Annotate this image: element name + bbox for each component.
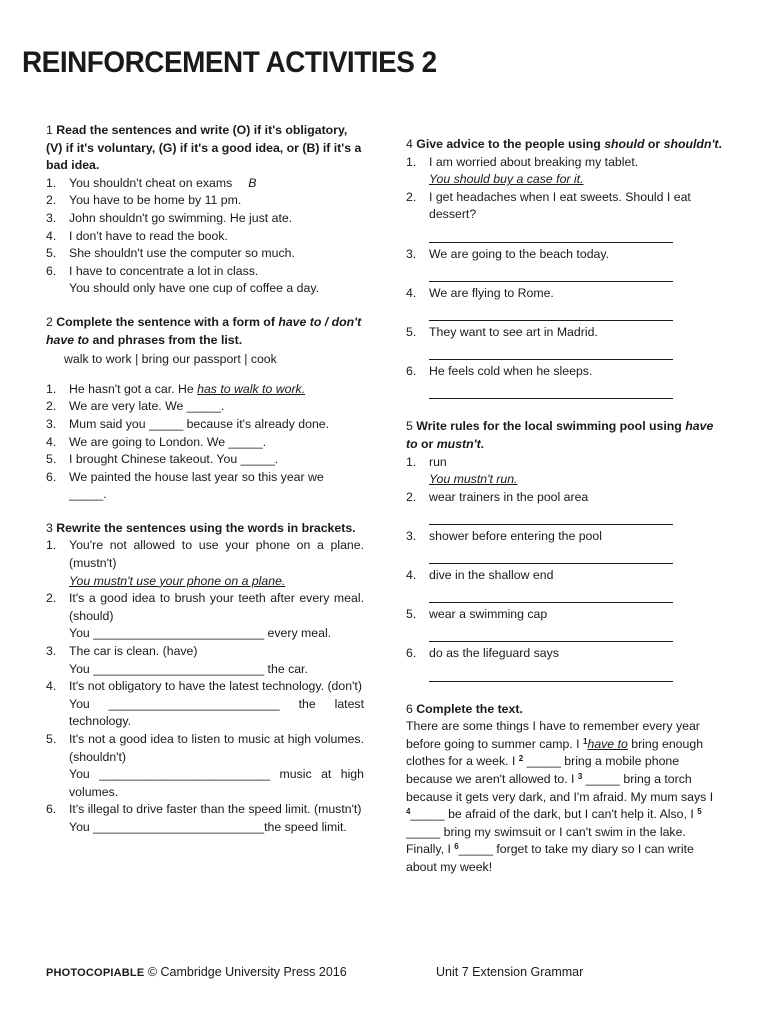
activity-instruction-emphasis: have to: [406, 419, 714, 451]
item-number: 5.: [406, 607, 417, 622]
phrase-list: [46, 351, 364, 369]
item-text: You shouldn't cheat on exams: [69, 175, 233, 190]
item-text: We are going to London. We _____.: [69, 434, 267, 449]
item-text: You're not allowed to use your phone on a plane. (mustn't): [69, 538, 364, 571]
list-item: [46, 678, 364, 731]
rewrite-line: You _________________________ music at high volumes.: [69, 767, 364, 799]
item-text: Mum said you _____ because it's already done.: [69, 416, 330, 431]
answer-line: [429, 624, 673, 643]
item-number: 6.: [46, 263, 57, 278]
item-number: 3.: [46, 644, 57, 659]
item-text: We are flying to Rome.: [429, 285, 554, 300]
activity-number: 3: [46, 520, 53, 535]
item-number: 4.: [46, 228, 57, 243]
list-item: [406, 363, 724, 402]
item-body: [429, 489, 724, 528]
item-text: I get headaches when I eat sweets. Should I eat dessert?: [429, 189, 691, 222]
item-number: 3.: [406, 246, 417, 261]
activity-1: [46, 122, 364, 298]
item-text: I brought Chinese takeout. You _____.: [69, 452, 279, 467]
activity-instruction: Complete the text.: [416, 701, 523, 716]
activity-instruction-part: or: [417, 436, 437, 451]
item-body: [69, 590, 364, 643]
list-item: [406, 324, 724, 363]
item-number: 5.: [406, 324, 417, 339]
gap-number: 4: [406, 807, 411, 817]
rewrite-line: You _________________________ every meal.: [69, 626, 332, 641]
list-item: [406, 606, 724, 645]
activity-number: 5: [406, 419, 413, 434]
example-answer: You should buy a case for it.: [429, 172, 584, 187]
item-number: 6.: [46, 802, 57, 817]
list-item: [46, 731, 364, 801]
list-item: [46, 210, 364, 228]
item-body: [69, 175, 364, 193]
item-number: 6.: [406, 646, 417, 661]
item-body: [429, 645, 724, 684]
right-column: [406, 136, 724, 893]
item-text: shower before entering the pool: [429, 528, 602, 543]
item-body: [69, 228, 364, 246]
activity-3-list: [46, 537, 364, 836]
item-body: [69, 451, 364, 469]
item-number: 1.: [46, 175, 57, 190]
item-text: John shouldn't go swimming. He just ate.: [69, 210, 293, 225]
activity-2: [46, 314, 364, 504]
item-body: [429, 454, 724, 489]
activity-instruction: Rewrite the sentences using the words in brackets.: [56, 520, 356, 535]
item-body: [429, 528, 724, 567]
gap-number: 6: [454, 842, 459, 852]
example-answer: have to: [587, 736, 628, 751]
copyright-text: © Cambridge University Press 2016: [144, 965, 347, 979]
item-text: It's a good idea to brush your teeth after every meal. (should): [69, 591, 364, 623]
list-item: [46, 469, 364, 504]
activity-instruction-part: Give advice to the people using: [416, 137, 605, 151]
item-number: 2.: [406, 189, 417, 204]
activity-instruction-part: Write rules for the local swimming pool using: [416, 419, 686, 434]
item-text: You should only have one cup of coffee a day.: [69, 281, 320, 296]
list-item: [406, 154, 724, 189]
list-item: [46, 245, 364, 263]
list-item: [406, 189, 724, 246]
item-text: do as the lifeguard says: [429, 646, 559, 661]
activity-4: [406, 136, 724, 402]
example-answer: You mustn't use your phone on a plane.: [69, 573, 286, 588]
rewrite-line: You _________________________ the car.: [69, 661, 308, 676]
item-text: wear a swimming cap: [429, 607, 548, 622]
activity-instruction-emphasis: should: [604, 137, 645, 151]
item-text: It's not a good idea to listen to music at high volumes. (shouldn't): [69, 732, 364, 764]
answer-line: [429, 342, 673, 361]
list-item: [46, 416, 364, 434]
item-text: run: [429, 454, 447, 469]
item-number: 1.: [406, 154, 417, 169]
list-item: [46, 228, 364, 246]
activity-5-heading: [406, 418, 724, 453]
list-item: [46, 801, 364, 836]
item-body: [69, 678, 364, 731]
footer-unit: Unit 7 Extension Grammar: [436, 965, 584, 979]
footer-copyright: [46, 965, 347, 979]
item-number: 2.: [46, 193, 57, 208]
list-item: [46, 451, 364, 469]
item-number: 5.: [46, 246, 57, 261]
item-body: [429, 189, 724, 246]
activity-1-list: [46, 175, 364, 298]
item-number: 6.: [46, 469, 57, 484]
item-number: 3.: [406, 528, 417, 543]
list-item: [46, 398, 364, 416]
list-item: [46, 643, 364, 678]
list-item: [46, 590, 364, 643]
answer-line: [429, 585, 673, 604]
item-number: 6.: [406, 364, 417, 379]
item-body: [429, 246, 724, 285]
activity-4-heading: [406, 136, 724, 154]
cloze-text: bring enough clothes for a week. I: [406, 736, 704, 769]
item-body: [429, 606, 724, 645]
item-text: She shouldn't use the computer so much.: [69, 246, 295, 261]
answer-line: [429, 545, 673, 564]
activity-instruction: Read the sentences and write (O) if it's obligatory, (V) if it's voluntary, (G) if it's a good idea, or (B) if it's a bad idea.: [46, 123, 362, 173]
activity-6: [406, 701, 724, 877]
item-body: [69, 263, 364, 298]
rewrite-line: You _________________________the speed limit.: [69, 819, 347, 834]
activity-2-heading: [46, 314, 364, 349]
list-item: [406, 528, 724, 567]
gap-number: 3: [577, 772, 583, 781]
list-item: [406, 246, 724, 285]
item-number: 4.: [406, 568, 417, 583]
gap-number: 1: [583, 736, 588, 746]
activity-number: 1: [46, 123, 53, 137]
item-text: wear trainers in the pool area: [429, 489, 589, 504]
item-body: [69, 537, 364, 590]
example-answer: You mustn't run.: [429, 472, 518, 487]
cloze-text: _____ forget to take my diary so I can write about my week!: [406, 842, 694, 874]
phrase-line: walk to work | bring our passport | cook: [64, 352, 277, 367]
item-body: [69, 381, 364, 399]
activity-number: 4: [406, 137, 413, 151]
item-text: They want to see art in Madrid.: [429, 324, 598, 339]
item-text: He feels cold when he sleeps.: [429, 364, 593, 379]
list-item: [406, 489, 724, 528]
list-item: [406, 285, 724, 324]
item-text: I have to concentrate a lot in class.: [69, 263, 259, 278]
list-item: [46, 175, 364, 193]
list-item: [46, 381, 364, 399]
item-body: [69, 416, 364, 434]
item-text: It's not obligatory to have the latest technology. (don't): [69, 679, 362, 694]
photocopiable-label: PHOTOCOPIABLE: [46, 967, 145, 979]
rewrite-line: You _________________________ the latest technology.: [69, 696, 364, 729]
answer-line: [429, 263, 673, 282]
item-body: [429, 285, 724, 324]
activity-6-heading: [406, 701, 724, 719]
activity-4-list: [406, 154, 724, 403]
item-text: I don't have to read the book.: [69, 228, 228, 243]
answer-line: [429, 506, 673, 525]
answer-line: [429, 381, 673, 400]
activity-instruction-emphasis: have to / don't have to: [46, 314, 362, 347]
item-body: [69, 731, 364, 801]
list-item: [46, 434, 364, 452]
activity-instruction-emphasis: shouldn't: [663, 137, 719, 151]
list-item: [46, 537, 364, 590]
example-answer: B: [248, 175, 257, 190]
activity-3-heading: [46, 520, 364, 538]
activity-number: 6: [406, 701, 413, 716]
item-body: [69, 434, 364, 452]
answer-line: [429, 224, 673, 243]
activity-instruction-part: .: [480, 436, 485, 451]
item-number: 5.: [46, 452, 57, 467]
item-text: He hasn't got a car. He: [69, 381, 198, 396]
item-text: The car is clean. (have): [69, 644, 198, 659]
item-number: 4.: [406, 285, 417, 300]
activity-instruction-part: or: [644, 137, 664, 151]
item-text: I am worried about breaking my tablet.: [429, 154, 639, 169]
item-text: We are very late. We _____.: [69, 399, 225, 414]
activity-5-list: [406, 454, 724, 685]
activity-instruction-emphasis: mustn't: [436, 436, 481, 451]
item-number: 2.: [406, 489, 417, 504]
answer-line: [429, 663, 673, 682]
activity-3: [46, 520, 364, 837]
item-body: [429, 363, 724, 402]
item-body: [69, 210, 364, 228]
activity-1-heading: [46, 122, 364, 175]
item-number: 2.: [46, 399, 57, 414]
cloze-text: There are some things I have to remember every year before going to summer camp. I: [406, 719, 700, 751]
item-body: [69, 192, 364, 210]
item-number: 2.: [46, 591, 57, 606]
cloze-paragraph: [406, 718, 724, 876]
cloze-text: _____ bring a torch because it gets very dark, and I'm afraid. My mum says I: [406, 772, 714, 804]
item-body: [429, 324, 724, 363]
list-item: [406, 645, 724, 684]
item-number: 5.: [46, 732, 57, 746]
item-body: [429, 567, 724, 606]
answer-line: [429, 302, 673, 321]
page-title: REINFORCEMENT ACTIVITIES 2: [22, 46, 437, 79]
cloze-text: _____ be afraid of the dark, but I can't help it. Also, I: [410, 807, 698, 822]
item-text: We are going to the beach today.: [429, 246, 610, 261]
item-text: dive in the shallow end: [429, 568, 554, 583]
activity-instruction-part: and phrases from the list.: [89, 332, 243, 347]
item-text: It's illegal to drive faster than the speed limit. (mustn't): [69, 802, 362, 817]
list-item: [406, 454, 724, 489]
item-number: 4.: [46, 434, 57, 449]
activity-2-list: [46, 381, 364, 504]
item-text: You have to be home by 11 pm.: [69, 193, 242, 208]
activity-5: [406, 418, 724, 684]
list-item: [406, 567, 724, 606]
left-column: [46, 122, 364, 853]
item-body: [69, 643, 364, 678]
cloze-text: _____ bring a mobile phone because we aren't allowed to. I: [406, 754, 680, 786]
item-body: [429, 154, 724, 189]
list-item: [46, 263, 364, 298]
item-body: [69, 398, 364, 416]
item-body: [69, 801, 364, 836]
activity-instruction-part: .: [718, 137, 722, 151]
activity-instruction-part: Complete the sentence with a form of: [56, 314, 279, 329]
item-number: 3.: [46, 210, 57, 225]
item-body: [69, 469, 364, 504]
gap-number: 2: [518, 754, 524, 764]
activity-number: 2: [46, 314, 53, 329]
item-number: 4.: [46, 679, 57, 694]
item-number: 1.: [46, 538, 57, 553]
item-body: [69, 245, 364, 263]
item-number: 1.: [406, 454, 417, 469]
example-answer: has to walk to work.: [197, 381, 306, 396]
cloze-text: _____ bring my swimsuit or I can't swim in the lake. Finally, I: [406, 824, 686, 857]
item-number: 1.: [46, 381, 57, 396]
item-number: 3.: [46, 416, 57, 431]
list-item: [46, 192, 364, 210]
item-text: We painted the house last year so this year we _____.: [69, 469, 324, 502]
gap-number: 5: [697, 807, 702, 817]
